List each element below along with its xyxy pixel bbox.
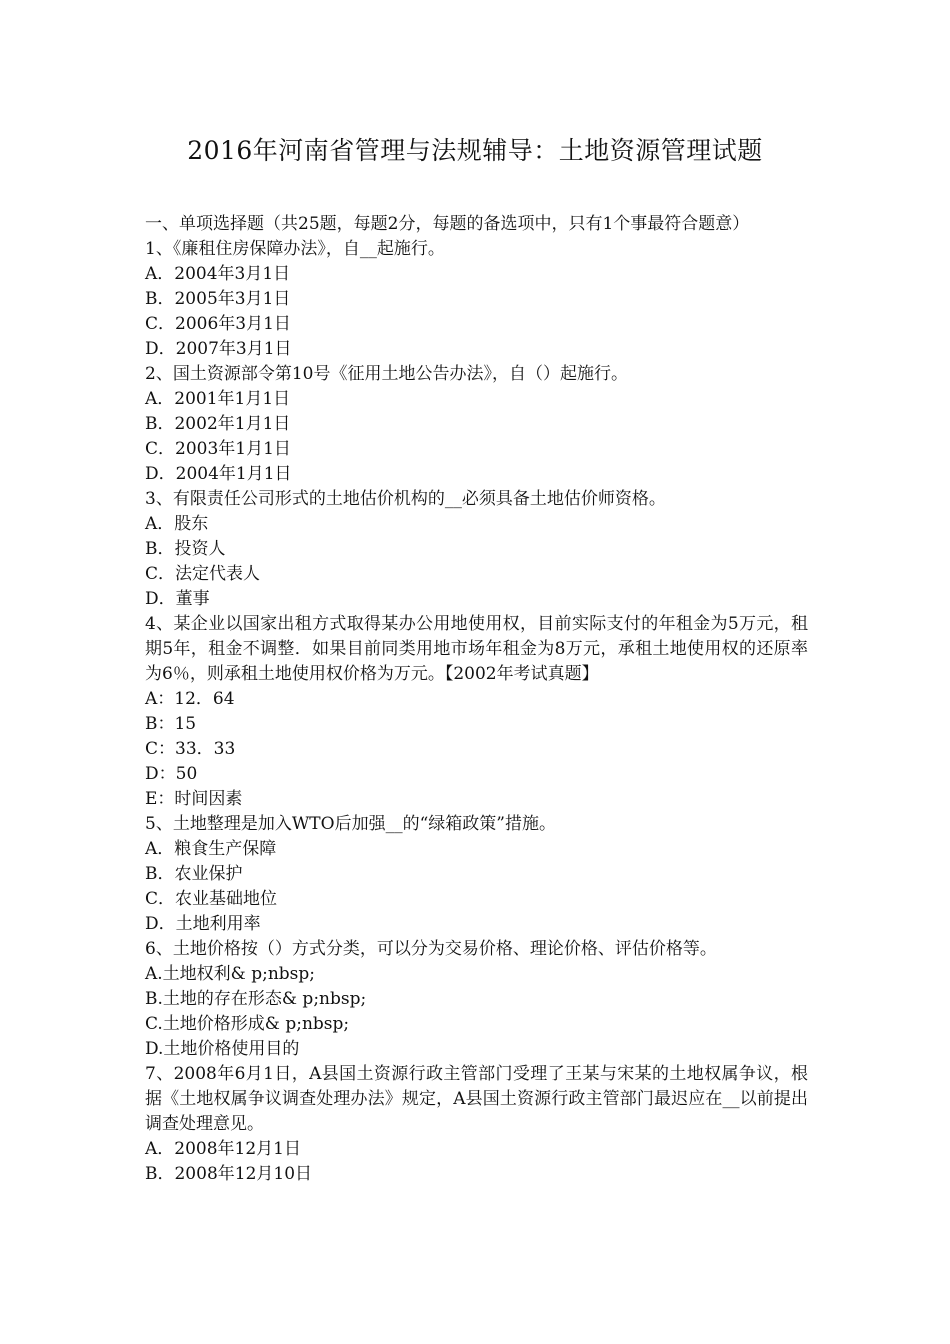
question-stem: 3、有限责任公司形式的土地估价机构的__必须具备土地估价师资格。: [145, 489, 666, 509]
page-title: 2016年河南省管理与法规辅导：土地资源管理试题: [187, 136, 763, 165]
section-header: 一、单项选择题（共25题，每题2分，每题的备选项中，只有1个事最符合题意）: [145, 214, 750, 234]
option-text: A．2008年12月1日: [145, 1139, 301, 1159]
option-text: C．法定代表人: [145, 564, 261, 584]
option-text: A．股东: [145, 514, 209, 534]
question-stem: 7、2008年6月1日，A县国土资源行政主管部门受理了王某与宋某的土地权属争议，根据《土地权属争议调查处理办法》规定，A县国土资源行政主管部门最迟应在__以前提出调查处理意见。: [145, 1064, 808, 1134]
option-text: D.土地价格使用目的: [145, 1039, 300, 1059]
option-text: A.土地权利& p;nbsp;: [145, 964, 315, 984]
question-stem: 2、国土资源部令第10号《征用土地公告办法》，自（）起施行。: [145, 364, 628, 384]
option-text: A：12．64: [145, 689, 235, 709]
option-text: D．董事: [145, 589, 210, 609]
document-body: [145, 212, 808, 1187]
option-text: A．2004年3月1日: [145, 264, 291, 284]
option-text: C：33．33: [145, 739, 236, 759]
question-stem: 5、土地整理是加入WTO后加强__的“绿箱政策”措施。: [145, 814, 556, 834]
question-stem: 6、土地价格按（）方式分类，可以分为交易价格、理论价格、评估价格等。: [145, 939, 717, 959]
option-text: A．2001年1月1日: [145, 389, 291, 409]
option-text: D．土地利用率: [145, 914, 261, 934]
option-text: C.土地价格形成& p;nbsp;: [145, 1014, 350, 1034]
option-text: C．2006年3月1日: [145, 314, 291, 334]
option-text: B．2002年1月1日: [145, 414, 291, 434]
option-text: E：时间因素: [145, 789, 243, 809]
option-text: B.土地的存在形态& p;nbsp;: [145, 989, 367, 1009]
question-stem: 1、《廉租住房保障办法》，自__起施行。: [145, 239, 445, 259]
option-text: B．2005年3月1日: [145, 289, 291, 309]
option-text: B．农业保护: [145, 864, 243, 884]
option-text: C．2003年1月1日: [145, 439, 291, 459]
option-text: D：50: [145, 764, 198, 784]
option-text: B．投资人: [145, 539, 226, 559]
option-text: A．粮食生产保障: [145, 839, 277, 859]
option-text: B：15: [145, 714, 197, 734]
option-text: C．农业基础地位: [145, 889, 278, 909]
option-text: B．2008年12月10日: [145, 1164, 313, 1184]
question-stem: 4、某企业以国家出租方式取得某办公用地使用权，目前实际支付的年租金为5万元，租期5年，租金不调整．如果目前同类用地市场年租金为8万元，承租土地使用权的还原率为6％，则承租土地使用权价格为万元。【2002年考试真题】: [145, 614, 808, 684]
option-text: D．2004年1月1日: [145, 464, 292, 484]
option-text: D．2007年3月1日: [145, 339, 292, 359]
